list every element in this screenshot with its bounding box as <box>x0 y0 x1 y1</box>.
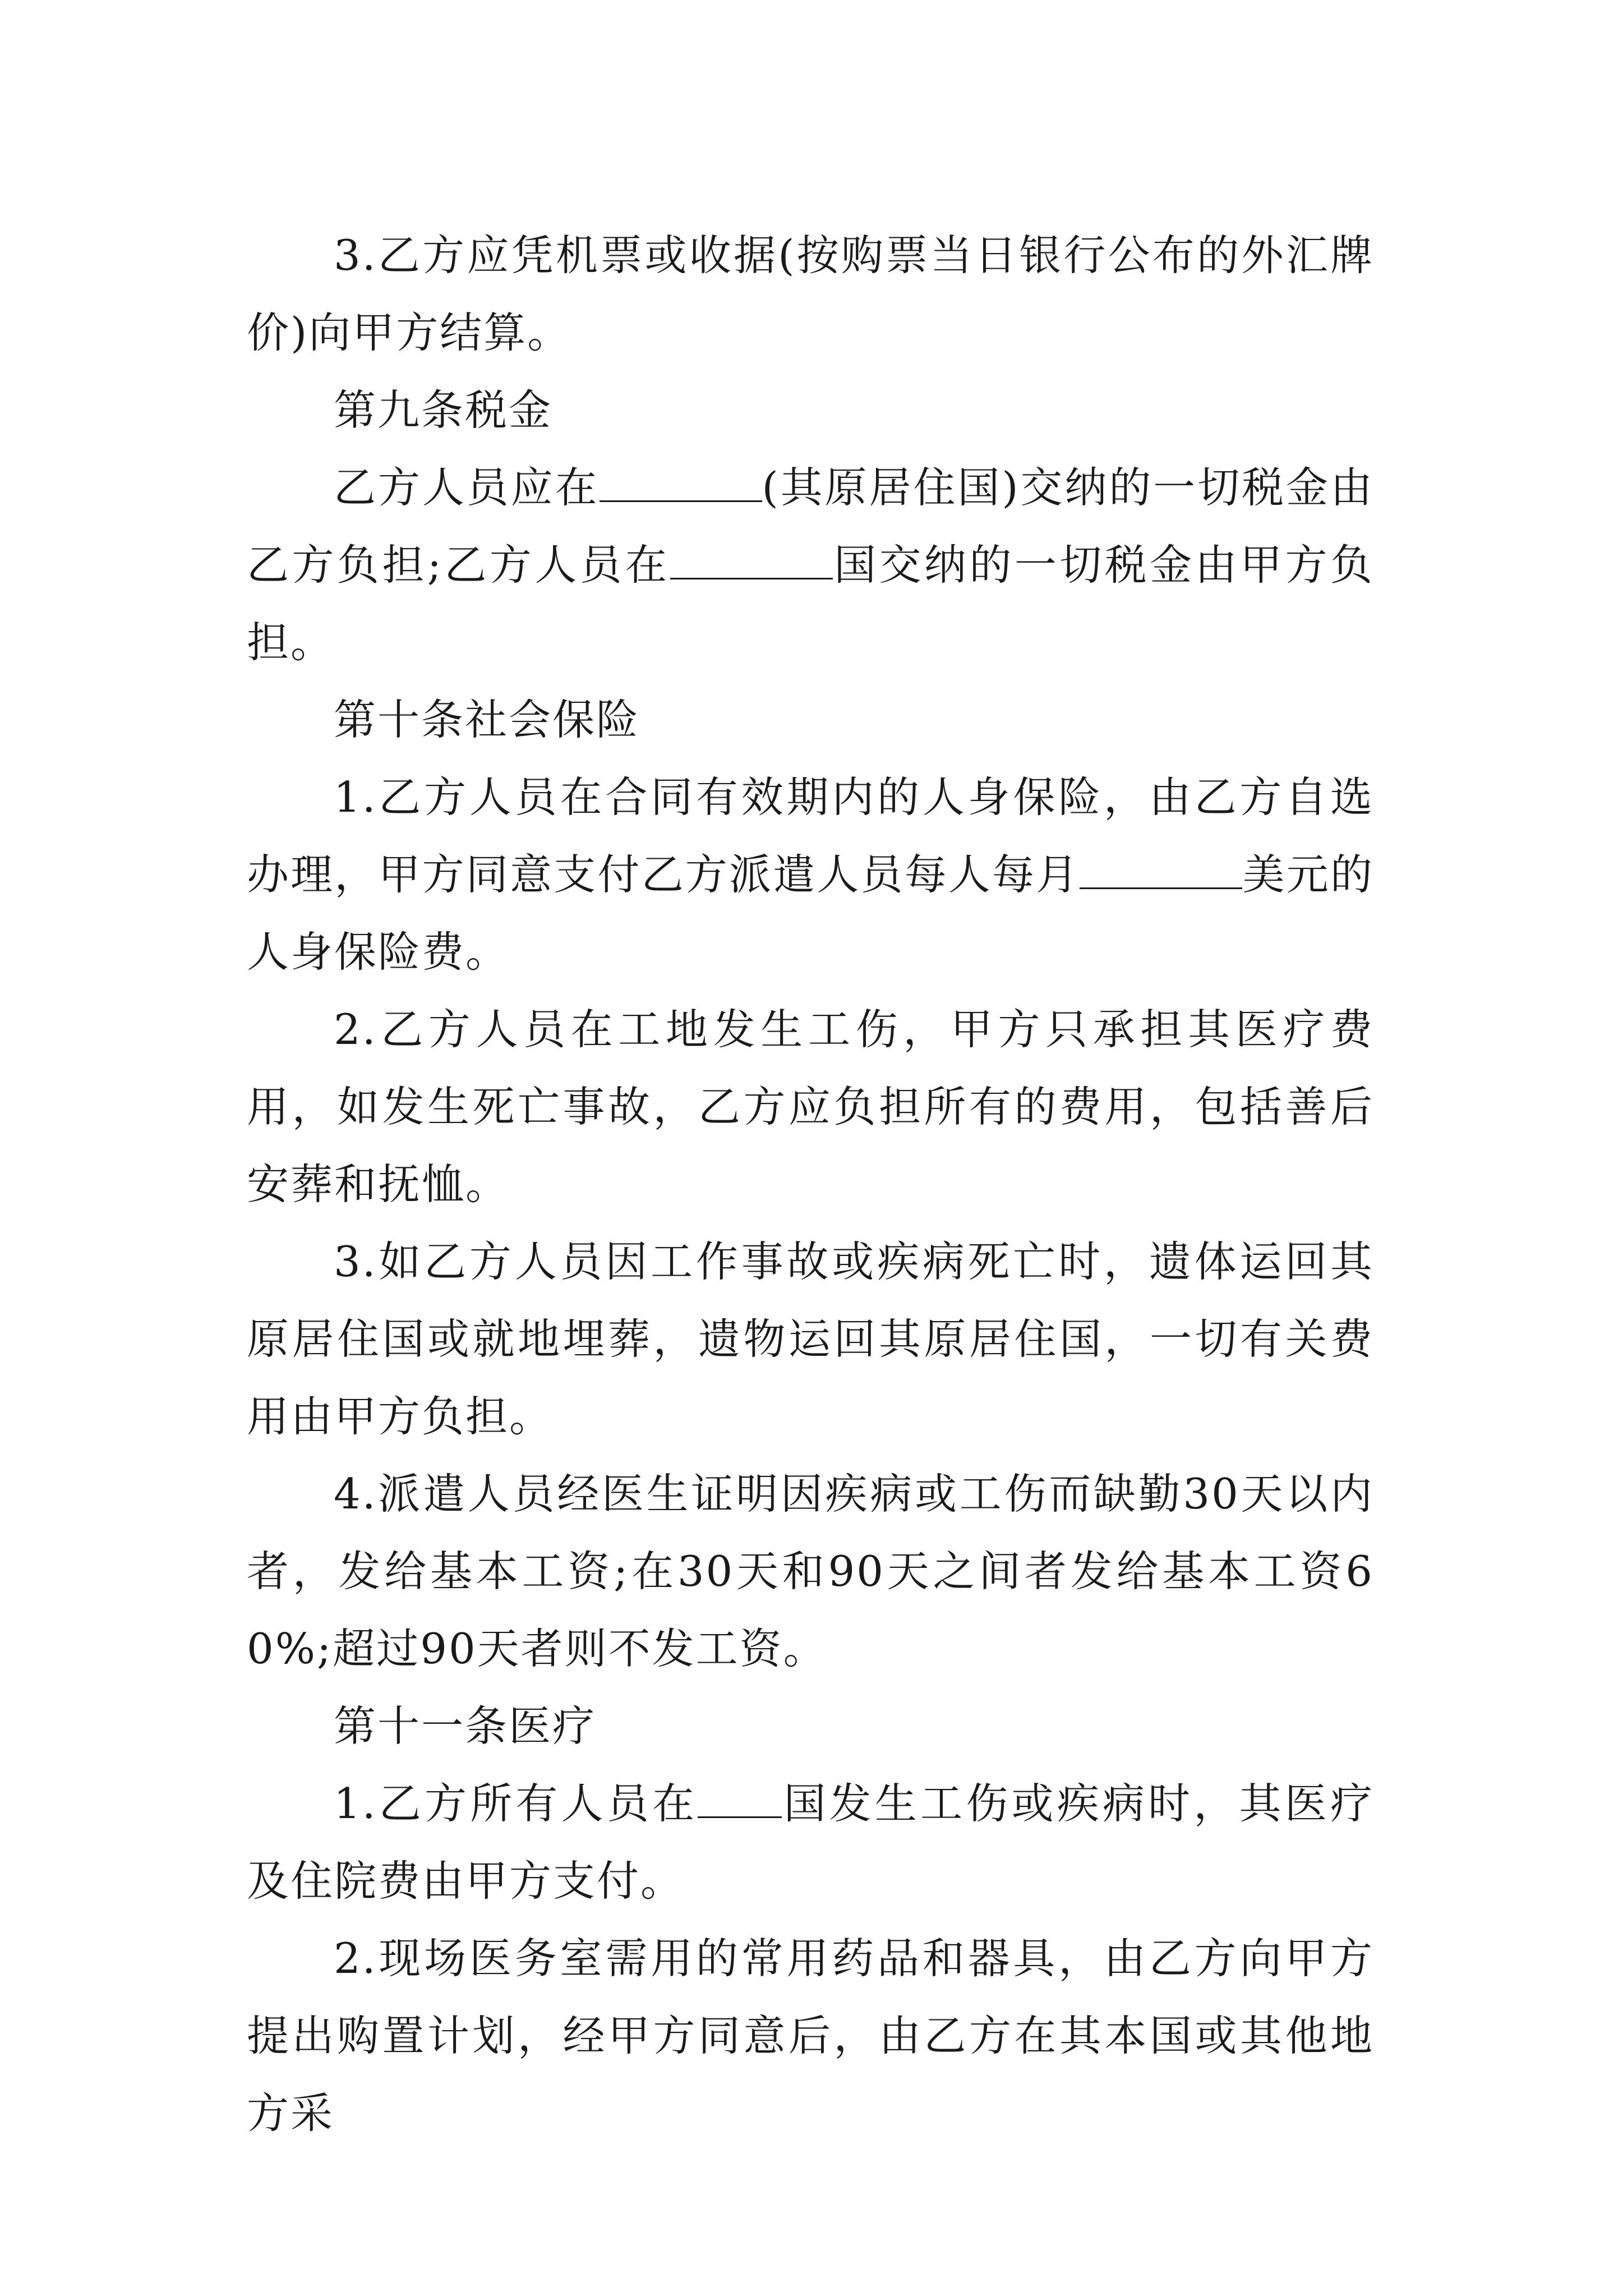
paragraph-text: 国发生工伤或疾病时，其医疗及住院费由甲方支付。 <box>247 1779 1374 1906</box>
fill-in-blank <box>698 1776 782 1818</box>
paragraph-absence <box>247 1455 1374 1687</box>
paragraph-text: 1.乙方人员在合同有效期内的人身保险，由乙方自选办理，甲方同意支付乙方派遣人员每人每月 <box>247 772 1374 899</box>
paragraph-taxes <box>247 449 1374 681</box>
paragraph-clinic-supplies <box>247 1920 1374 2152</box>
paragraph-work-injury <box>247 991 1374 1223</box>
paragraph-text: 乙方人员应在 <box>334 463 600 512</box>
paragraph-medical <box>247 1765 1374 1920</box>
paragraph-text: 3.如乙方人员因工作事故或疾病死亡时，遗体运回其原居住国或就地埋葬，遗物运回其原居住国，一切有关费用由甲方负担。 <box>247 1237 1374 1441</box>
paragraph-text: 2.乙方人员在工地发生工伤，甲方只承担其医疗费用，如发生死亡事故，乙方应负担所有的费用，包括善后安葬和抚恤。 <box>247 1005 1374 1209</box>
paragraph-text: 国交纳的一切税金由甲方负担。 <box>247 540 1374 667</box>
paragraph-text: 美元的人身保险费。 <box>247 850 1374 977</box>
paragraph-text: 2.现场医务室需用的常用药品和器具，由乙方向甲方提出购置计划，经甲方同意后，由乙方在其本国或其他地方采 <box>247 1934 1374 2138</box>
paragraph-death <box>247 1223 1374 1455</box>
paragraph-settlement <box>247 217 1374 371</box>
document-page <box>247 217 1374 2152</box>
article-10-heading: 第十条社会保险 <box>334 695 640 744</box>
article-11-heading: 第十一条医疗 <box>334 1701 597 1751</box>
fill-in-blank <box>670 537 833 579</box>
fill-in-blank <box>600 460 762 502</box>
paragraph-text: (其原居住国)交纳的一切税金由乙方负担;乙方人员在 <box>247 463 1374 590</box>
paragraph-insurance <box>247 758 1374 991</box>
paragraph-text: 1.乙方所有人员在 <box>334 1779 698 1828</box>
paragraph-text: 4.派遣人员经医生证明因疾病或工伤而缺勤30天以内者，发给基本工资;在30天和90天之间者发给基本工资60%;超过90天者则不发工资。 <box>247 1469 1374 1673</box>
fill-in-blank <box>1080 847 1242 889</box>
paragraph-text: 3.乙方应凭机票或收据(按购票当日银行公布的外汇牌价)向甲方结算。 <box>247 231 1374 357</box>
article-9-heading: 第九条税金 <box>334 385 553 435</box>
